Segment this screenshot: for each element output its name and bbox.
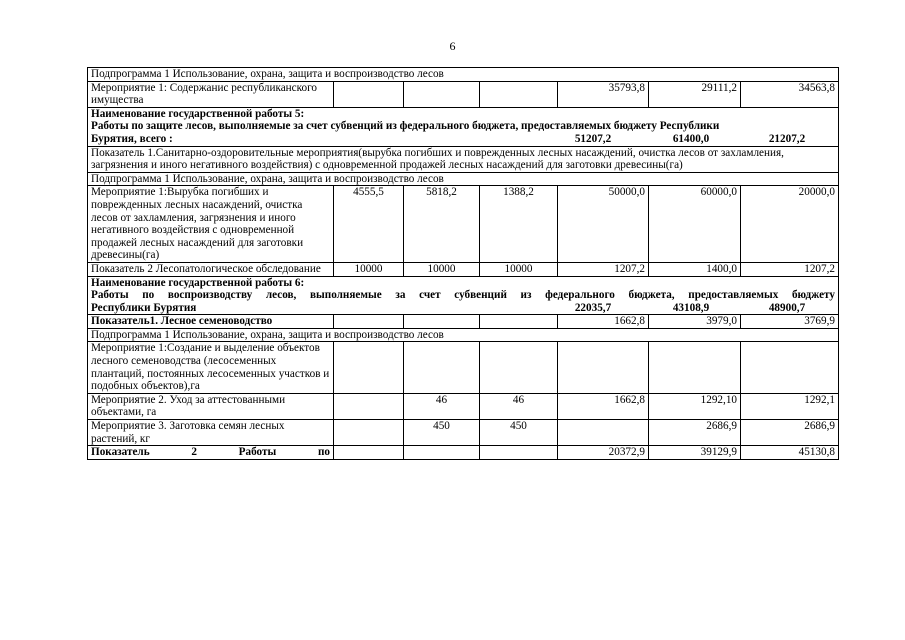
work-6-total-value: 43108,9 — [672, 301, 710, 314]
value-cell: 45130,8 — [741, 446, 839, 460]
indicator-1-row — [88, 146, 839, 172]
value-cell: 20372,9 — [558, 446, 649, 460]
work-6-heading — [88, 276, 839, 315]
work-5-total-value: 51207,2 — [574, 132, 612, 145]
value-cell: 1400,0 — [649, 262, 741, 276]
work-5-total-value: 61400,0 — [672, 132, 710, 145]
subprogram-label: Подпрограмма 1 Использование, охрана, защита и воспроизводство лесов — [88, 68, 839, 82]
value-cell — [480, 81, 558, 107]
value-cell: 10000 — [404, 262, 480, 276]
value-cell: 10000 — [334, 262, 404, 276]
value-cell: 5818,2 — [404, 186, 480, 263]
value-cell — [334, 342, 404, 393]
work-6-title: Наименование государственной работы 6: — [91, 276, 305, 289]
value-cell — [480, 446, 558, 460]
work-5-title: Наименование государственной работы 5: — [91, 107, 305, 120]
value-cell — [404, 446, 480, 460]
value-cell: 10000 — [480, 262, 558, 276]
work-5-heading — [88, 107, 839, 146]
value-cell — [334, 81, 404, 107]
event-row-care — [88, 393, 839, 419]
work-6-total-line — [91, 302, 835, 315]
indicator-seed-row — [88, 315, 839, 329]
value-cell: 450 — [480, 420, 558, 446]
event-row-maintenance — [88, 81, 839, 107]
value-cell: 39129,9 — [649, 446, 741, 460]
value-cell — [649, 342, 741, 393]
value-cell: 35793,8 — [558, 81, 649, 107]
work-6-total-value: 22035,7 — [574, 301, 612, 314]
work-6-total-label: Республики Бурятия — [91, 301, 197, 314]
work-5-heading-row — [88, 107, 839, 146]
value-cell: 1292,10 — [649, 393, 741, 419]
value-cell — [558, 342, 649, 393]
event-label: Мероприятие 2. Уход за аттестованными объектами, га — [88, 393, 334, 419]
event-row-felling — [88, 186, 839, 263]
event-label: Мероприятие 3. Заготовка семян лесных растений, кг — [88, 420, 334, 446]
value-cell: 2686,9 — [649, 420, 741, 446]
value-cell — [334, 393, 404, 419]
value-cell: 1662,8 — [558, 315, 649, 329]
value-cell: 4555,5 — [334, 186, 404, 263]
value-cell: 1207,2 — [741, 262, 839, 276]
indicator-1-text: Показатель 1.Санитарно-оздоровительные мероприятия(вырубка погибших и поврежденных лесных насаждений, очистка лесов от захламления, загрязнения и иного негативного воздействия) с одновременной продажей лесных насаждений для заготовки древесины(га) — [88, 146, 839, 172]
work-5-total-value: 21207,2 — [768, 132, 806, 145]
subprogram-label: Подпрограмма 1 Использование, охрана, защита и воспроизводство лесов — [88, 172, 839, 186]
value-cell: 34563,8 — [741, 81, 839, 107]
value-cell — [741, 342, 839, 393]
value-cell — [334, 446, 404, 460]
indicator-works-row — [88, 446, 839, 460]
value-cell: 46 — [480, 393, 558, 419]
subprogram-row-1 — [88, 68, 839, 82]
indicator-label: Показатель1. Лесное семеноводство — [88, 315, 334, 329]
value-cell — [480, 315, 558, 329]
value-cell — [404, 315, 480, 329]
event-row-seed-objects — [88, 342, 839, 393]
value-cell — [480, 342, 558, 393]
value-cell: 29111,2 — [649, 81, 741, 107]
work-5-total-label: Бурятия, всего : — [91, 132, 173, 145]
value-cell: 1292,1 — [741, 393, 839, 419]
budget-table — [87, 67, 839, 460]
value-cell — [404, 81, 480, 107]
value-cell: 450 — [404, 420, 480, 446]
value-cell — [334, 315, 404, 329]
work-6-total-value: 48900,7 — [768, 301, 806, 314]
value-cell — [334, 420, 404, 446]
value-cell — [404, 342, 480, 393]
value-cell — [558, 420, 649, 446]
subprogram-label: Подпрограмма 1 Использование, охрана, защита и воспроизводство лесов — [88, 328, 839, 342]
value-cell: 3979,0 — [649, 315, 741, 329]
value-cell: 20000,0 — [741, 186, 839, 263]
indicator-label: Показатель 2 Лесопатологическое обследование — [88, 262, 334, 276]
work-6-heading-row — [88, 276, 839, 315]
work-5-description: Работы по защите лесов, выполняемые за счет субвенций из федерального бюджета, предоставляемых бюджету Республики — [91, 120, 720, 133]
value-cell: 3769,9 — [741, 315, 839, 329]
value-cell: 60000,0 — [649, 186, 741, 263]
event-label: Мероприятие 1:Создание и выделение объектов лесного семеноводства (лесосеменных плантаций, постоянных лесосеменных участков и подобных объектов),га — [88, 342, 334, 393]
event-label: Мероприятие 1:Вырубка погибших и поврежденных лесных насаждений, очистка лесов от захламления, загрязнения и иного негативного воздействия с одновременной продажей лесных насаждений для заготовки древесины(га) — [88, 186, 334, 263]
work-5-total-line — [91, 133, 835, 146]
value-cell: 1207,2 — [558, 262, 649, 276]
value-cell: 2686,9 — [741, 420, 839, 446]
subprogram-row-3 — [88, 328, 839, 342]
value-cell: 1388,2 — [480, 186, 558, 263]
value-cell: 50000,0 — [558, 186, 649, 263]
subprogram-row-2 — [88, 172, 839, 186]
indicator-2-row — [88, 262, 839, 276]
page-number: 6 — [449, 39, 456, 53]
event-label: Мероприятие 1: Содержанис республиканского имущества — [88, 81, 334, 107]
work-6-description: Работы по воспроизводству лесов, выполняемые за счет субвенций из федерального бюджета, предоставляемых бюджету — [91, 289, 835, 302]
value-cell: 46 — [404, 393, 480, 419]
event-row-seed-harvest — [88, 420, 839, 446]
indicator-label: Показатель 2 Работы по — [88, 446, 334, 460]
value-cell: 1662,8 — [558, 393, 649, 419]
